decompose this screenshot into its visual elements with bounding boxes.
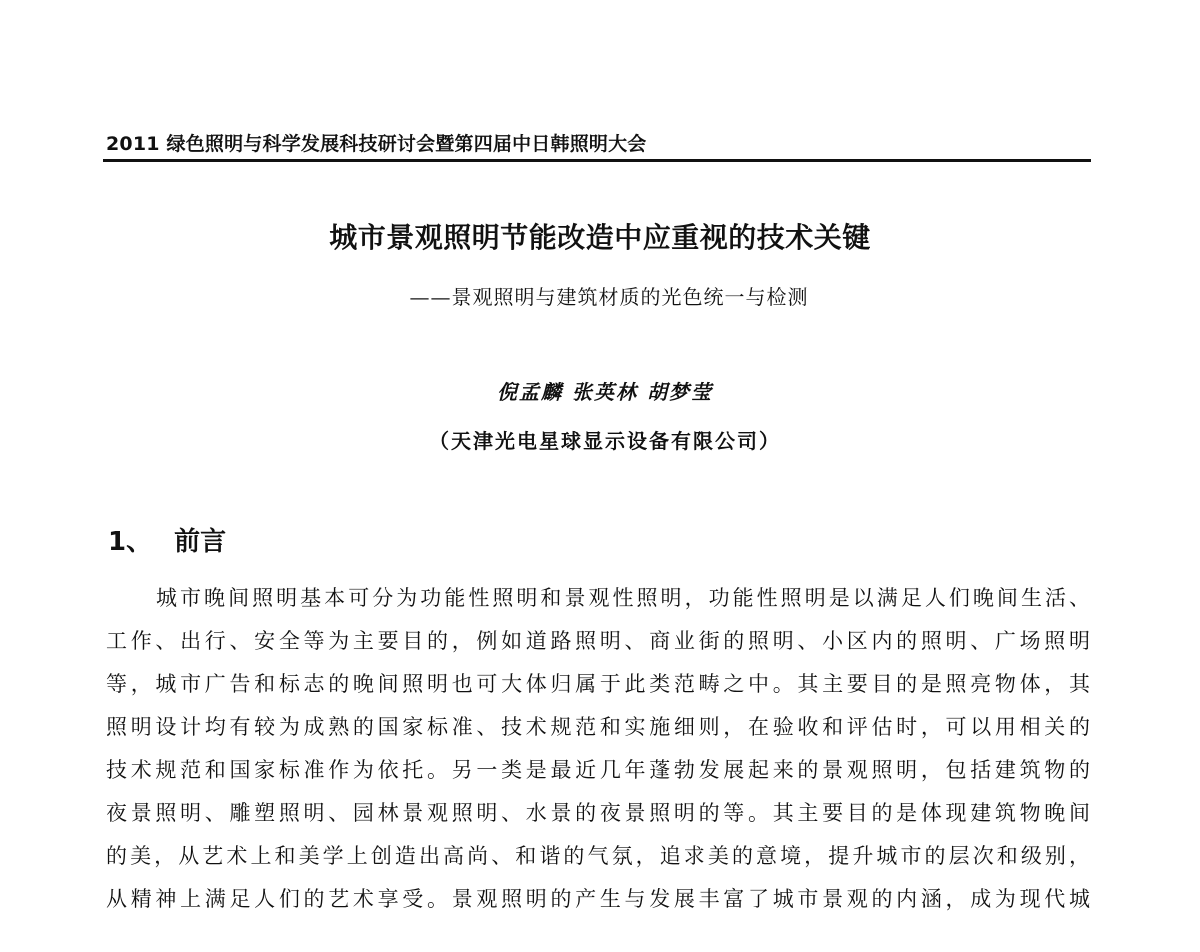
header-rule xyxy=(103,159,1091,162)
running-header: 2011 绿色照明与科学发展科技研讨会暨第四届中日韩照明大会 xyxy=(106,133,647,155)
body-line: 从精神上满足人们的艺术享受。景观照明的产生与发展丰富了城市景观的内涵，成为现代城 xyxy=(106,887,1090,911)
section-title: 前言 xyxy=(174,527,227,557)
paper-authors: 倪孟麟 张英林 胡梦莹 xyxy=(497,380,713,404)
body-line: 的美，从艺术上和美学上创造出高尚、和谐的气氛，追求美的意境，提升城市的层次和级别， xyxy=(106,844,1090,868)
paper-subtitle: ——景观照明与建筑材质的光色统一与检测 xyxy=(409,285,809,309)
paper-affiliation: （天津光电星球显示设备有限公司） xyxy=(429,429,781,453)
paper-title: 城市景观照明节能改造中应重视的技术关键 xyxy=(329,221,871,254)
body-line: 城市晚间照明基本可分为功能性照明和景观性照明，功能性照明是以满足人们晚间生活、 xyxy=(156,586,1090,610)
body-line: 等，城市广告和标志的晚间照明也可大体归属于此类范畴之中。其主要目的是照亮物体，其 xyxy=(106,672,1090,696)
body-paragraph xyxy=(106,583,1090,927)
section-number: 1、 xyxy=(108,527,153,557)
body-line: 夜景照明、雕塑照明、园林景观照明、水景的夜景照明的等。其主要目的是体现建筑物晚间 xyxy=(106,801,1090,825)
body-line: 工作、出行、安全等为主要目的，例如道路照明、商业街的照明、小区内的照明、广场照明 xyxy=(106,629,1090,653)
body-line: 技术规范和国家标准作为依托。另一类是最近几年蓬勃发展起来的景观照明，包括建筑物的 xyxy=(106,758,1090,782)
body-line: 照明设计均有较为成熟的国家标准、技术规范和实施细则，在验收和评估时，可以用相关的 xyxy=(106,715,1090,739)
section-heading xyxy=(108,524,226,560)
